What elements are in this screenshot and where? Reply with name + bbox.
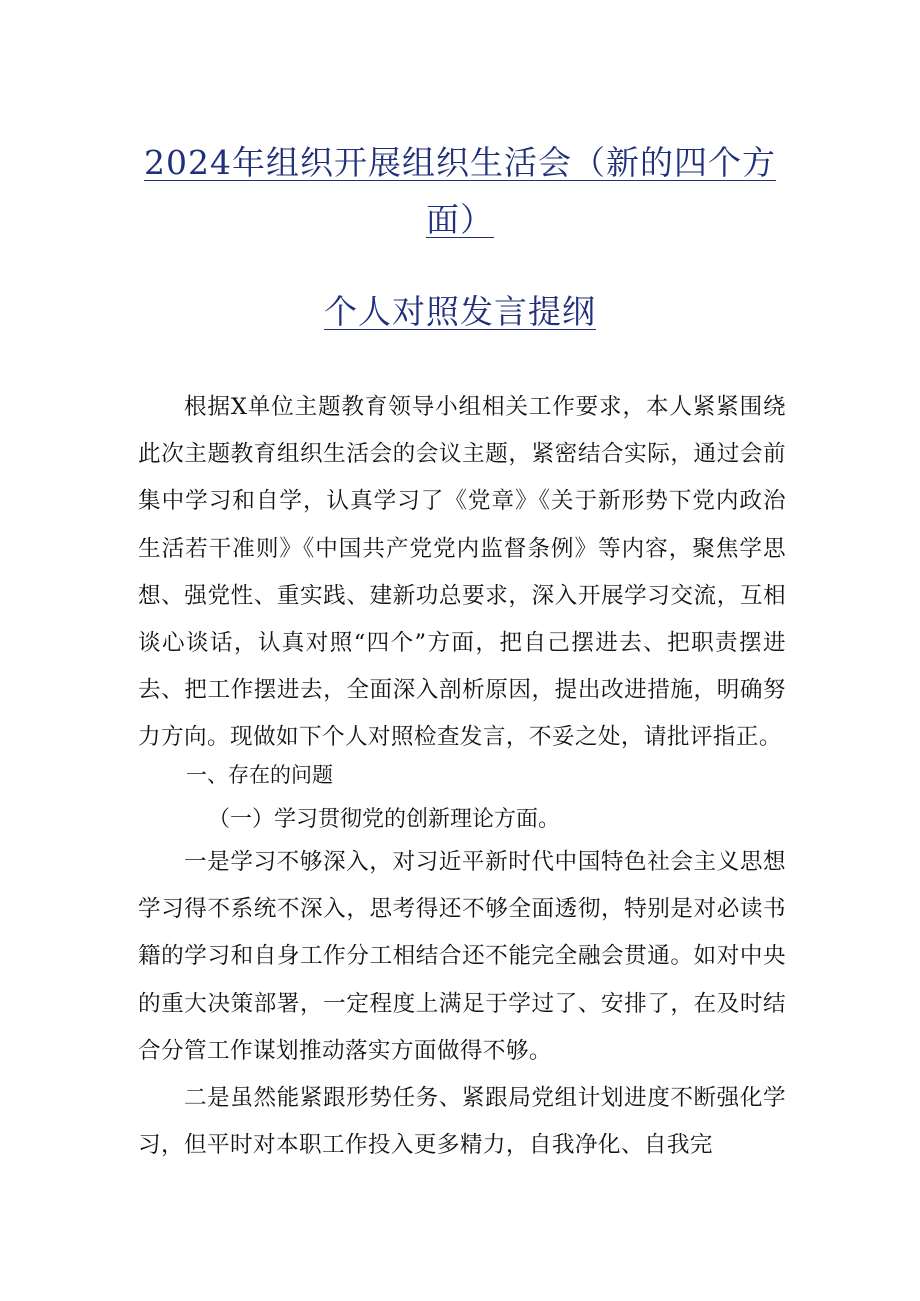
title-line-2 <box>0 200 920 240</box>
subsection-heading-theory: （一）学习贯彻党的创新理论方面。 <box>208 807 561 832</box>
section-heading-problems: 一、存在的问题 <box>186 763 333 787</box>
title-text-1: 2024年组织开展组织生活会（新的四个方 <box>144 143 776 182</box>
point-one-paragraph: 一是学习不够深入，对习近平新时代中国特色社会主义思想学习得不系统不深入，思考得还不够全面透彻，特别是对必读书籍的学习和自身工作分工相结合还不能完全融会贯通。如对中央的重大决策部署，一定程度上满足于学过了、安排了，在及时结合分管工作谋划推动落实方面做得不够。 <box>138 849 786 1064</box>
title-line-3 <box>0 292 920 332</box>
title-line-1 <box>0 143 920 183</box>
title-text-2: 面） <box>426 200 494 239</box>
point-two-paragraph: 二是虽然能紧跟形势任务、紧跟局党组计划进度不断强化学习，但平时对本职工作投入更多精力，自我净化、自我完 <box>138 1085 786 1159</box>
title-text-3: 个人对照发言提纲 <box>324 292 596 331</box>
intro-paragraph: 根据X单位主题教育领导小组相关工作要求，本人紧紧围绕此次主题教育组织生活会的会议主题，紧密结合实际，通过会前集中学习和自学，认真学习了《党章》《关于新形势下党内政治生活若干准则》《中国共产党党内监督条例》等内容，聚焦学思想、强党性、重实践、建新功总要求，深入开展学习交流，互相谈心谈话，认真对照“四个”方面，把自己摆进去、把职责摆进去、把工作摆进去，全面深入剖析原因，提出改进措施，明确努力方向。现做如下个人对照检查发言，不妥之处，请批评指正。 <box>138 394 786 751</box>
